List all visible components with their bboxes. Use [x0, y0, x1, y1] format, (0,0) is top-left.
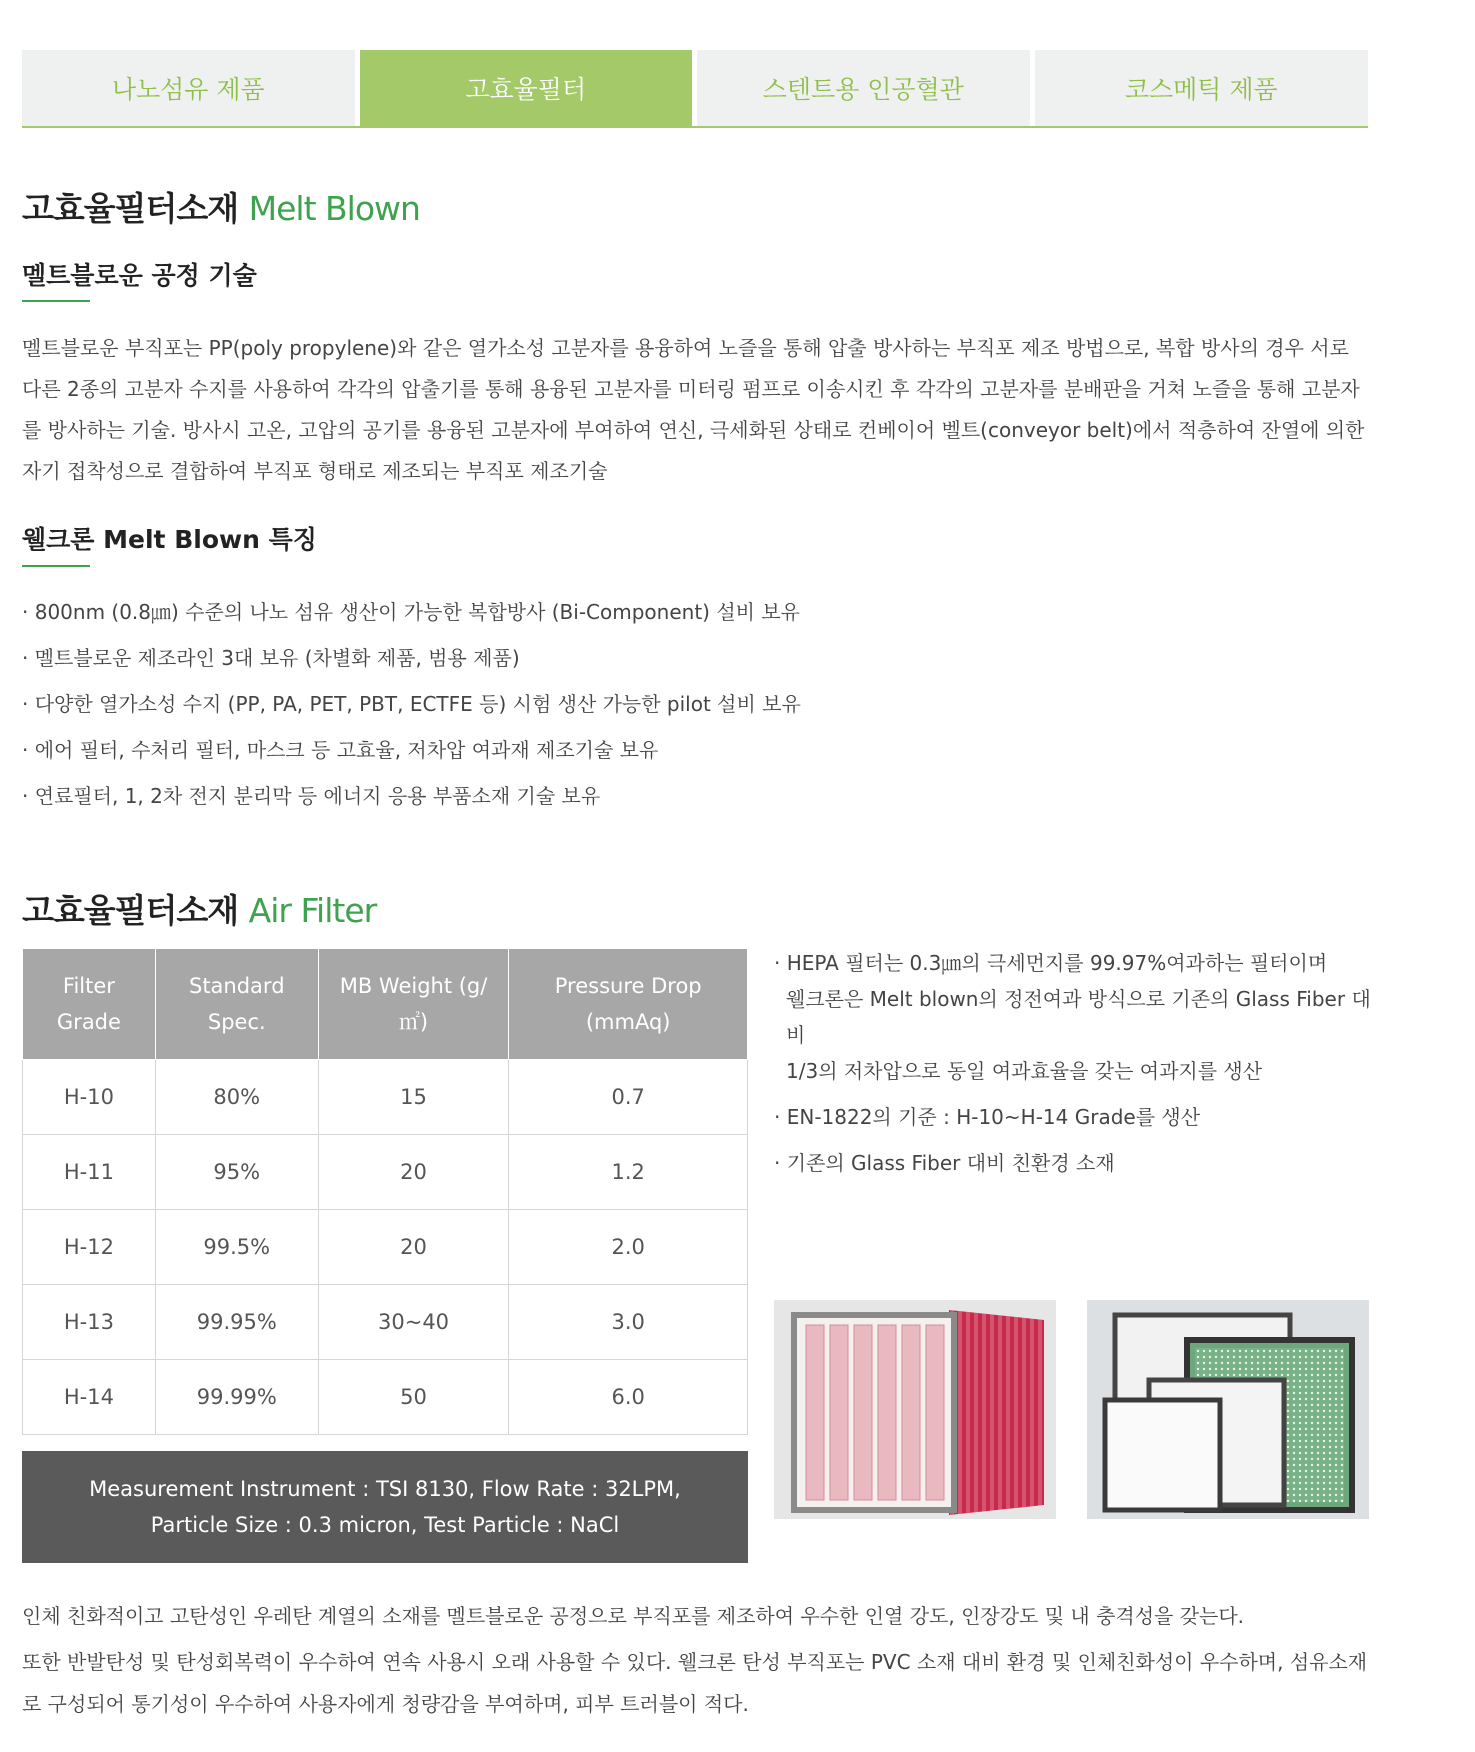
title-korean: 고효율필터소재	[22, 189, 239, 228]
table-cell: 99.5%	[155, 1210, 318, 1285]
column-header: Pressure Drop (mmAq)	[509, 949, 748, 1060]
measurement-note	[22, 1451, 748, 1563]
filter-spec-table	[22, 948, 748, 1435]
list-item: · HEPA 필터는 0.3㎛의 극세먼지를 99.97%여과하는 필터이며 웰크론은 Melt blown의 정전여과 방식으로 기존의 Glass Fiber 대비 1/3의 저차압으로 동일 여과효율을 갖는 여과지를 생산	[774, 951, 1371, 1083]
section-title-melt-blown	[22, 183, 420, 230]
tab-label: 고효율필터	[465, 75, 587, 104]
tab-stent-graft[interactable]	[697, 50, 1030, 126]
table-row	[23, 1135, 748, 1210]
air-filter-notes	[774, 945, 1374, 1191]
section-title-air-filter	[22, 885, 376, 932]
table-cell: 99.95%	[155, 1285, 318, 1360]
table-cell: H-13	[23, 1285, 156, 1360]
list-item: · 기존의 Glass Fiber 대비 친환경 소재	[774, 1151, 1115, 1175]
list-item: · 에어 필터, 수처리 필터, 마스크 등 고효율, 저차압 여과재 제조기술 보유	[22, 738, 659, 762]
tab-nanofiber[interactable]	[22, 50, 355, 126]
table-cell: H-12	[23, 1210, 156, 1285]
column-header: Standard Spec.	[155, 949, 318, 1060]
column-header: MB Weight (g/ ㎡)	[318, 949, 509, 1060]
subheading-process: 멜트블로운 공정 기술	[22, 261, 257, 290]
title-english: Air Filter	[248, 891, 377, 930]
tab-label: 스텐트용 인공혈관	[762, 75, 964, 104]
measurement-line: Particle Size : 0.3 micron, Test Particle : NaCl	[150, 1513, 620, 1537]
product-tabs	[22, 50, 1368, 128]
table-cell: 1.2	[509, 1135, 748, 1210]
table-row	[23, 1060, 748, 1135]
table-cell: 20	[318, 1210, 509, 1285]
table-cell: H-10	[23, 1060, 156, 1135]
table-header-row	[23, 949, 748, 1060]
measurement-line: Measurement Instrument : TSI 8130, Flow Rate : 32LPM,	[89, 1477, 681, 1501]
table-row	[23, 1360, 748, 1435]
table-cell: H-14	[23, 1360, 156, 1435]
table-cell: 0.7	[509, 1060, 748, 1135]
subheading-underline	[22, 300, 90, 302]
table-cell: 2.0	[509, 1210, 748, 1285]
table-cell: 99.99%	[155, 1360, 318, 1435]
list-item: · 연료필터, 1, 2차 전지 분리막 등 에너지 응용 부품소재 기술 보유	[22, 784, 601, 808]
table-cell: 3.0	[509, 1285, 748, 1360]
table-cell: H-11	[23, 1135, 156, 1210]
table-row	[23, 1285, 748, 1360]
list-item: · 멜트블로운 제조라인 3대 보유 (차별화 제품, 범용 제품)	[22, 646, 520, 670]
title-english: Melt Blown	[248, 189, 420, 228]
tab-high-efficiency-filter[interactable]	[360, 50, 693, 126]
tab-label: 코스메틱 제품	[1124, 75, 1278, 104]
panel-filter-image	[1087, 1300, 1369, 1519]
closing-paragraph: 또한 반발탄성 및 탄성회복력이 우수하여 연속 사용시 오래 사용할 수 있다. 웰크론 탄성 부직포는 PVC 소재 대비 환경 및 인체친화성이 우수하며, 섬유소재로 구성되어 통기성이 우수하여 사용자에게 청량감을 부여하며, 피부 트러블이 적다.	[22, 1650, 1368, 1716]
closing-paragraph: 인체 친화적이고 고탄성인 우레탄 계열의 소재를 멜트블로운 공정으로 부직포를 제조하여 우수한 인열 강도, 인장강도 및 내 충격성을 갖는다.	[22, 1604, 1245, 1628]
table-cell: 80%	[155, 1060, 318, 1135]
subheading-underline	[22, 565, 90, 567]
tab-label: 나노섬유 제품	[111, 75, 265, 104]
bag-filter-image	[774, 1300, 1056, 1519]
title-korean: 고효율필터소재	[22, 891, 239, 930]
table-cell: 15	[318, 1060, 509, 1135]
subheading-features: 웰크론 Melt Blown 특징	[22, 525, 317, 554]
column-header: Filter Grade	[23, 949, 156, 1060]
table-cell: 95%	[155, 1135, 318, 1210]
tab-cosmetic[interactable]	[1035, 50, 1369, 126]
table-cell: 30~40	[318, 1285, 509, 1360]
list-item: · EN-1822의 기준 : H-10~H-14 Grade를 생산	[774, 1105, 1201, 1129]
table-cell: 6.0	[509, 1360, 748, 1435]
feature-list	[22, 589, 801, 819]
list-item: · 다양한 열가소성 수지 (PP, PA, PET, PBT, ECTFE 등) 시험 생산 가능한 pilot 설비 보유	[22, 692, 801, 716]
table-row	[23, 1210, 748, 1285]
table-cell: 50	[318, 1360, 509, 1435]
table-cell: 20	[318, 1135, 509, 1210]
process-description: 멜트블로운 부직포는 PP(poly propylene)와 같은 열가소성 고분자를 용융하여 노즐을 통해 압출 방사하는 부직포 제조 방법으로, 복합 방사의 경우 서로 다른 2종의 고분자 수지를 사용하여 각각의 압출기를 통해 용융된 고분자를 미터링 펌프로 이송시킨 후 각각의 고분자를 분배판을 거쳐 노즐을 통해 고분자를 방사하는 기술. 방사시 고온, 고압의 공기를 용융된 고분자에 부여하여 연신, 극세화된 상태로 컨베이어 벨트(conveyor belt)에서 적층하여 잔열에 의한 자기 접착성으로 결합하여 부직포 형태로 제조되는 부직포 제조기술	[22, 336, 1365, 483]
list-item: · 800nm (0.8㎛) 수준의 나노 섬유 생산이 가능한 복합방사 (Bi-Component) 설비 보유	[22, 600, 800, 624]
